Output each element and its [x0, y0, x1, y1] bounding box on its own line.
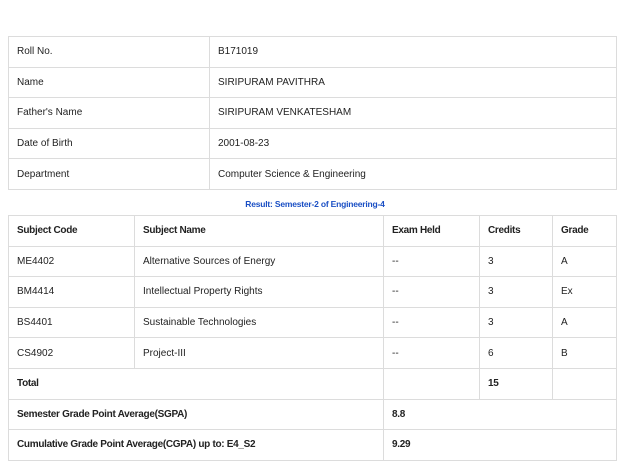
table-row [9, 159, 617, 190]
roll-no-value: B171019 [210, 37, 617, 68]
date-of-birth-value: 2001-08-23 [210, 128, 617, 159]
fathers-name-value: SIRIPURAM VENKATESHAM [210, 98, 617, 129]
cgpa-label: Cumulative Grade Point Average(CGPA) up to: E4_S2 [9, 430, 384, 461]
sgpa-label: Semester Grade Point Average(SGPA) [9, 399, 384, 430]
header-grade: Grade [553, 216, 617, 247]
table-row [9, 277, 617, 308]
header-subject-name: Subject Name [135, 216, 384, 247]
total-label: Total [9, 368, 384, 399]
credits: 3 [480, 307, 553, 338]
total-exam-held-empty [384, 368, 480, 399]
grade: Ex [553, 277, 617, 308]
table-row [9, 338, 617, 369]
name-value: SIRIPURAM PAVITHRA [210, 67, 617, 98]
total-row [9, 368, 617, 399]
grade: A [553, 246, 617, 277]
subject-name: Project-III [135, 338, 384, 369]
table-row [9, 67, 617, 98]
total-credits: 15 [480, 368, 553, 399]
department-label: Department [9, 159, 210, 190]
table-row [9, 128, 617, 159]
credits: 6 [480, 338, 553, 369]
student-details-table [8, 36, 617, 190]
department-value: Computer Science & Engineering [210, 159, 617, 190]
name-label: Name [9, 67, 210, 98]
cgpa-row [9, 430, 617, 461]
table-row [9, 307, 617, 338]
header-subject-code: Subject Code [9, 216, 135, 247]
subject-code: BS4401 [9, 307, 135, 338]
subject-name: Sustainable Technologies [135, 307, 384, 338]
grades-table [8, 215, 617, 461]
total-grade-empty [553, 368, 617, 399]
header-credits: Credits [480, 216, 553, 247]
exam-held: -- [384, 338, 480, 369]
table-header-row [9, 216, 617, 247]
exam-held: -- [384, 307, 480, 338]
cgpa-value: 9.29 [384, 430, 617, 461]
table-row [9, 246, 617, 277]
exam-held: -- [384, 277, 480, 308]
date-of-birth-label: Date of Birth [9, 128, 210, 159]
subject-name: Intellectual Property Rights [135, 277, 384, 308]
credits: 3 [480, 246, 553, 277]
roll-no-label: Roll No. [9, 37, 210, 68]
credits: 3 [480, 277, 553, 308]
table-row [9, 37, 617, 68]
grade: B [553, 338, 617, 369]
result-caption: Result: Semester-2 of Engineering-4 [245, 199, 385, 209]
subject-code: BM4414 [9, 277, 135, 308]
subject-code: ME4402 [9, 246, 135, 277]
subject-name: Alternative Sources of Energy [135, 246, 384, 277]
sgpa-value: 8.8 [384, 399, 617, 430]
fathers-name-label: Father's Name [9, 98, 210, 129]
grade: A [553, 307, 617, 338]
subject-code: CS4902 [9, 338, 135, 369]
table-row [9, 98, 617, 129]
header-exam-held: Exam Held [384, 216, 480, 247]
sgpa-row [9, 399, 617, 430]
exam-held: -- [384, 246, 480, 277]
